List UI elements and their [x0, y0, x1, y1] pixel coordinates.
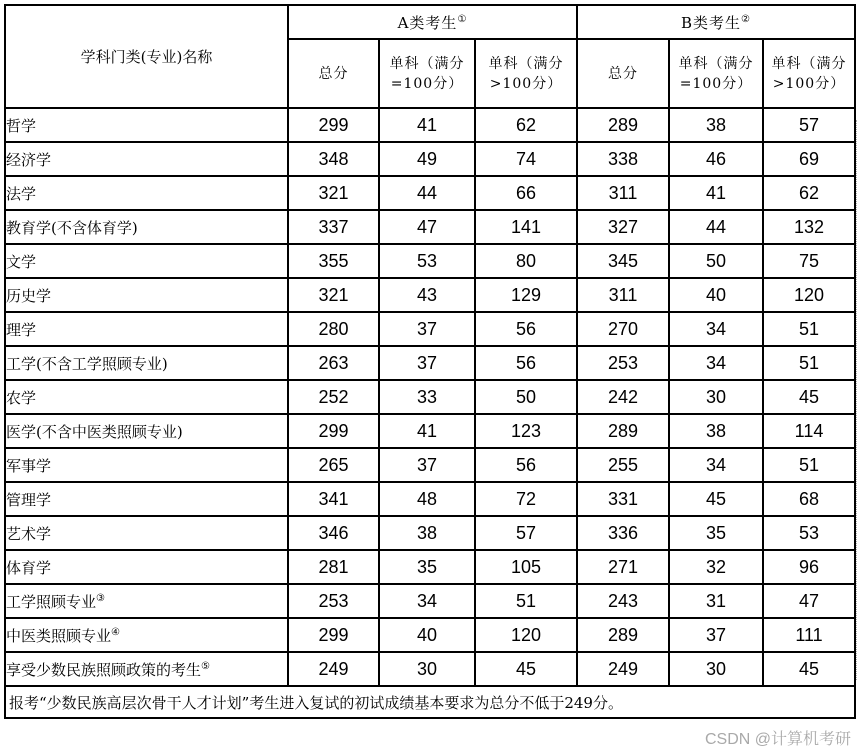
a-single-over100-cell: 123: [475, 414, 577, 448]
b-single-over100-cell: 69: [763, 142, 855, 176]
b-single-100-cell: 31: [669, 584, 763, 618]
a-single-100-cell: 35: [379, 550, 475, 584]
a-single-over100-cell: 129: [475, 278, 577, 312]
b-single-over100-cell: 75: [763, 244, 855, 278]
a-single-over100-header: [475, 39, 577, 108]
a-total-header: 总分: [288, 39, 379, 108]
a-single-100-cell: 41: [379, 108, 475, 142]
table-row: [5, 210, 855, 244]
a-total-cell: 299: [288, 618, 379, 652]
a-total-cell: 299: [288, 108, 379, 142]
group-b-label: B类考生: [681, 13, 742, 32]
b-single-over100-cell: 114: [763, 414, 855, 448]
table-row: [5, 652, 855, 686]
discipline-name: [5, 448, 288, 482]
a-single-100-cell: 37: [379, 346, 475, 380]
b-single-100-line1: 单科（满分: [678, 55, 754, 72]
b-single-100-cell: 30: [669, 652, 763, 686]
b-single-100-cell: 40: [669, 278, 763, 312]
a-total-cell: 348: [288, 142, 379, 176]
discipline-name: [5, 244, 288, 278]
group-b-header: [577, 5, 855, 39]
a-total-cell: 346: [288, 516, 379, 550]
b-single-100-cell: 34: [669, 346, 763, 380]
a-total-cell: 249: [288, 652, 379, 686]
note-mark: ⑤: [201, 660, 210, 672]
discipline-label: 管理学: [6, 490, 52, 509]
b-single-100-cell: 38: [669, 414, 763, 448]
discipline-label: 享受少数民族照顾政策的考生: [6, 660, 202, 679]
a-single-over100-cell: 51: [475, 584, 577, 618]
a-single-100-cell: 53: [379, 244, 475, 278]
group-a-label: A类考生: [397, 13, 458, 32]
b-single-100-cell: 32: [669, 550, 763, 584]
table-row: [5, 414, 855, 448]
a-total-cell: 263: [288, 346, 379, 380]
discipline-name: [5, 346, 288, 380]
b-single-over100-cell: 68: [763, 482, 855, 516]
b-total-cell: 327: [577, 210, 669, 244]
a-single-over100-cell: 72: [475, 482, 577, 516]
a-single-100-cell: 40: [379, 618, 475, 652]
b-total-cell: 270: [577, 312, 669, 346]
group-a-note-mark: ①: [457, 13, 468, 25]
discipline-label: 哲学: [6, 116, 37, 135]
b-single-100-cell: 34: [669, 448, 763, 482]
table-row: [5, 108, 855, 142]
table-row: [5, 550, 855, 584]
a-single-over100-line1: 单科（满分: [488, 55, 564, 72]
b-single-100-line2: =100分）: [679, 75, 753, 92]
b-single-100-cell: 34: [669, 312, 763, 346]
b-total-cell: 243: [577, 584, 669, 618]
a-single-100-cell: 38: [379, 516, 475, 550]
b-single-over100-cell: 47: [763, 584, 855, 618]
a-single-100-cell: 37: [379, 448, 475, 482]
a-single-over100-cell: 57: [475, 516, 577, 550]
a-single-100-cell: 34: [379, 584, 475, 618]
table-row: [5, 516, 855, 550]
discipline-name: [5, 550, 288, 584]
table-row: [5, 618, 855, 652]
b-total-cell: 338: [577, 142, 669, 176]
discipline-label: 工学照顾专业: [6, 592, 97, 611]
b-total-cell: 289: [577, 414, 669, 448]
header-row-groups: [5, 5, 855, 39]
discipline-name: [5, 482, 288, 516]
b-total-cell: 255: [577, 448, 669, 482]
a-single-100-cell: 43: [379, 278, 475, 312]
b-single-100-cell: 45: [669, 482, 763, 516]
a-single-over100-cell: 66: [475, 176, 577, 210]
table-row: [5, 176, 855, 210]
group-a-header: [288, 5, 577, 39]
a-single-over100-cell: 105: [475, 550, 577, 584]
a-single-100-header: [379, 39, 475, 108]
b-total-cell: 331: [577, 482, 669, 516]
a-single-over100-cell: 80: [475, 244, 577, 278]
discipline-label: 经济学: [6, 150, 52, 169]
b-total-cell: 271: [577, 550, 669, 584]
a-single-over100-cell: 50: [475, 380, 577, 414]
a-single-100-cell: 30: [379, 652, 475, 686]
a-single-100-cell: 41: [379, 414, 475, 448]
table-row: [5, 584, 855, 618]
a-single-over100-cell: 62: [475, 108, 577, 142]
discipline-name: [5, 278, 288, 312]
discipline-label: 教育学(不含体育学): [6, 218, 138, 237]
table-row: [5, 244, 855, 278]
b-single-100-cell: 44: [669, 210, 763, 244]
discipline-name: [5, 210, 288, 244]
table-row: [5, 380, 855, 414]
discipline-label: 中医类照顾专业: [6, 626, 112, 645]
b-single-over100-cell: 132: [763, 210, 855, 244]
table-row: [5, 278, 855, 312]
b-single-100-cell: 37: [669, 618, 763, 652]
a-single-over100-line2: >100分）: [489, 75, 563, 92]
b-single-100-cell: 35: [669, 516, 763, 550]
group-b-note-mark: ②: [741, 13, 751, 25]
b-total-cell: 242: [577, 380, 669, 414]
b-single-over100-cell: 45: [763, 380, 855, 414]
a-total-cell: 299: [288, 414, 379, 448]
a-single-100-cell: 47: [379, 210, 475, 244]
discipline-label: 医学(不含中医类照顾专业): [6, 422, 183, 441]
discipline-label: 工学(不含工学照顾专业): [6, 354, 168, 373]
b-single-over100-cell: 62: [763, 176, 855, 210]
a-total-cell: 337: [288, 210, 379, 244]
b-total-header: 总分: [577, 39, 669, 108]
page-edge-marks: [856, 120, 861, 680]
b-single-100-cell: 46: [669, 142, 763, 176]
discipline-label: 艺术学: [6, 524, 52, 543]
b-single-over100-cell: 111: [763, 618, 855, 652]
b-single-over100-cell: 45: [763, 652, 855, 686]
b-total-cell: 336: [577, 516, 669, 550]
note-mark: ④: [111, 626, 120, 638]
table-row: [5, 346, 855, 380]
a-single-100-cell: 37: [379, 312, 475, 346]
discipline-name: [5, 652, 288, 686]
b-total-cell: 289: [577, 618, 669, 652]
b-total-cell: 253: [577, 346, 669, 380]
discipline-name: [5, 142, 288, 176]
discipline-header: 学科门类(专业)名称: [5, 5, 288, 108]
b-single-over100-cell: 51: [763, 312, 855, 346]
table-row: [5, 312, 855, 346]
table-row: [5, 142, 855, 176]
discipline-label: 军事学: [6, 456, 52, 475]
b-total-cell: 311: [577, 176, 669, 210]
discipline-label: 农学: [6, 388, 37, 407]
discipline-label: 理学: [6, 320, 37, 339]
b-total-cell: 345: [577, 244, 669, 278]
score-rows: [5, 108, 855, 718]
discipline-label: 文学: [6, 252, 37, 271]
a-single-over100-cell: 74: [475, 142, 577, 176]
footnote-text: 报考“少数民族高层次骨干人才计划”考生进入复试的初试成绩基本要求为总分不低于249分。: [5, 686, 855, 718]
b-single-100-cell: 30: [669, 380, 763, 414]
b-total-cell: 289: [577, 108, 669, 142]
a-total-cell: 355: [288, 244, 379, 278]
b-single-over100-line2: >100分）: [772, 75, 846, 92]
b-single-over100-cell: 51: [763, 448, 855, 482]
discipline-label: 历史学: [6, 286, 52, 305]
a-single-over100-cell: 56: [475, 448, 577, 482]
discipline-name: [5, 584, 288, 618]
b-single-over100-cell: 53: [763, 516, 855, 550]
a-single-100-line2: =100分）: [390, 75, 464, 92]
a-total-cell: 321: [288, 278, 379, 312]
table-row: [5, 482, 855, 516]
a-single-over100-cell: 120: [475, 618, 577, 652]
a-single-over100-cell: 141: [475, 210, 577, 244]
a-total-cell: 281: [288, 550, 379, 584]
discipline-name: [5, 414, 288, 448]
b-total-cell: 249: [577, 652, 669, 686]
b-single-100-cell: 38: [669, 108, 763, 142]
note-mark: ③: [96, 592, 105, 604]
b-single-over100-header: [763, 39, 855, 108]
a-total-cell: 280: [288, 312, 379, 346]
a-single-100-cell: 44: [379, 176, 475, 210]
b-total-cell: 311: [577, 278, 669, 312]
a-single-over100-cell: 56: [475, 312, 577, 346]
watermark: CSDN @计算机考研: [704, 731, 851, 748]
discipline-name: [5, 516, 288, 550]
discipline-name: [5, 176, 288, 210]
a-total-cell: 341: [288, 482, 379, 516]
a-total-cell: 253: [288, 584, 379, 618]
b-single-over100-line1: 单科（满分: [771, 55, 847, 72]
b-single-over100-cell: 57: [763, 108, 855, 142]
score-sheet: [4, 4, 854, 719]
b-single-100-cell: 50: [669, 244, 763, 278]
discipline-name: [5, 618, 288, 652]
a-total-cell: 265: [288, 448, 379, 482]
a-single-over100-cell: 45: [475, 652, 577, 686]
a-single-over100-cell: 56: [475, 346, 577, 380]
discipline-name: [5, 312, 288, 346]
a-total-cell: 252: [288, 380, 379, 414]
a-single-100-cell: 48: [379, 482, 475, 516]
b-single-over100-cell: 120: [763, 278, 855, 312]
b-single-over100-cell: 96: [763, 550, 855, 584]
discipline-label: 法学: [6, 184, 37, 203]
b-single-100-cell: 41: [669, 176, 763, 210]
discipline-name: [5, 108, 288, 142]
table-row: [5, 448, 855, 482]
a-single-100-line1: 单科（满分: [389, 55, 465, 72]
b-single-over100-cell: 51: [763, 346, 855, 380]
discipline-label: 体育学: [6, 558, 52, 577]
a-single-100-cell: 33: [379, 380, 475, 414]
score-table: [4, 4, 856, 719]
footnote-row: [5, 686, 855, 718]
discipline-name: [5, 380, 288, 414]
a-total-cell: 321: [288, 176, 379, 210]
b-single-100-header: [669, 39, 763, 108]
a-single-100-cell: 49: [379, 142, 475, 176]
